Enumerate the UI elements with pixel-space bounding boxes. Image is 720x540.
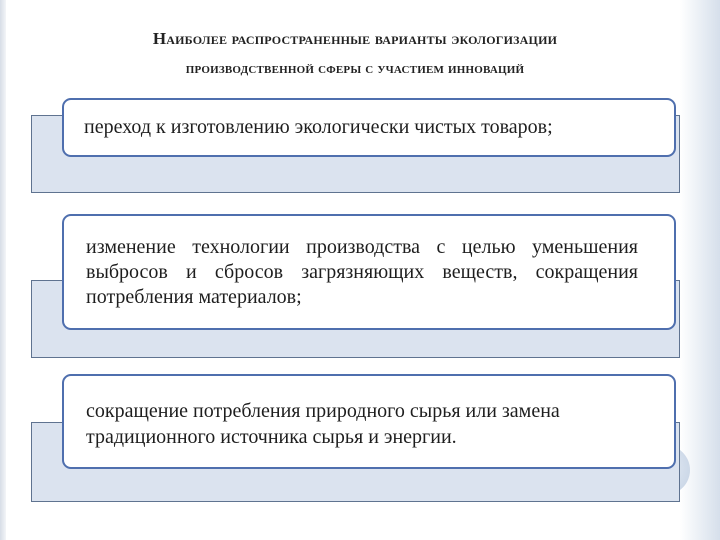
slide-title [60,24,650,84]
slide-frame-left [0,0,6,540]
list-item-card-1 [62,98,676,157]
list-item-text: изменение технологии производства с целью уменьшения выбросов и сбросов загрязняющих веществ, сокращения потребления материалов; [86,236,638,308]
list-item-card-3 [62,374,676,469]
title-line-1: Наиболее распространенные варианты экологизации [152,29,558,48]
list-item-text: переход к изготовлению экологически чистых товаров; [84,116,553,138]
list-item-card-2 [62,214,676,330]
title-line-2: производственной сферы с участием инноваций [185,61,525,77]
list-item-text: сокращение потребления природного сырья или замена традиционного источника сырья и энергии. [86,400,560,448]
